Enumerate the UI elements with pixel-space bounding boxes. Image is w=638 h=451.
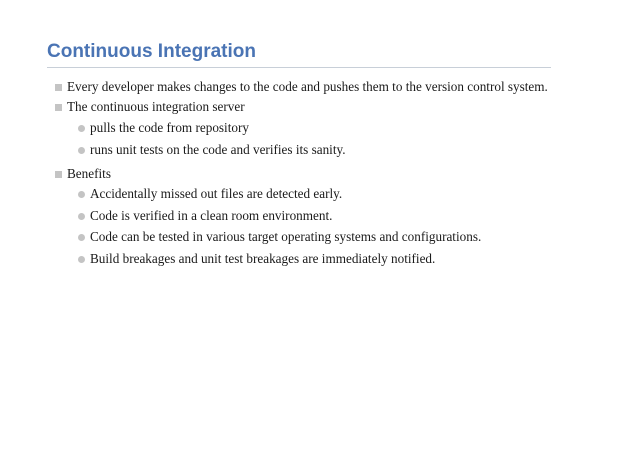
sub-bullet-item — [90, 250, 435, 268]
square-bullet-icon — [55, 84, 62, 91]
bullet-text: Benefits — [67, 166, 111, 181]
sub-bullet-item — [90, 119, 249, 137]
slide-title: Continuous Integration — [47, 41, 256, 62]
bullet-item — [67, 165, 111, 183]
sub-bullet-item — [90, 141, 346, 159]
sub-bullet-item — [90, 207, 332, 225]
round-bullet-icon — [78, 213, 85, 220]
bullet-item — [67, 98, 245, 116]
sub-bullet-text: Code can be tested in various target operating systems and configurations. — [90, 229, 482, 244]
bullet-text: The continuous integration server — [67, 99, 245, 114]
sub-bullet-text: Accidentally missed out files are detected early. — [90, 186, 343, 201]
square-bullet-icon — [55, 104, 62, 111]
round-bullet-icon — [78, 234, 85, 241]
round-bullet-icon — [78, 147, 85, 154]
bullet-item — [67, 78, 548, 96]
bullet-text: Every developer makes changes to the code and pushes them to the version control system. — [67, 79, 548, 94]
sub-bullet-item — [90, 185, 342, 203]
sub-bullet-text: pulls the code from repository — [90, 120, 249, 135]
sub-bullet-text: Code is verified in a clean room environment. — [90, 208, 333, 223]
square-bullet-icon — [55, 171, 62, 178]
title-divider — [47, 67, 551, 68]
sub-bullet-text: runs unit tests on the code and verifies its sanity. — [90, 142, 346, 157]
round-bullet-icon — [78, 125, 85, 132]
round-bullet-icon — [78, 256, 85, 263]
sub-bullet-item — [90, 228, 481, 246]
sub-bullet-text: Build breakages and unit test breakages are immediately notified. — [90, 251, 436, 266]
round-bullet-icon — [78, 191, 85, 198]
